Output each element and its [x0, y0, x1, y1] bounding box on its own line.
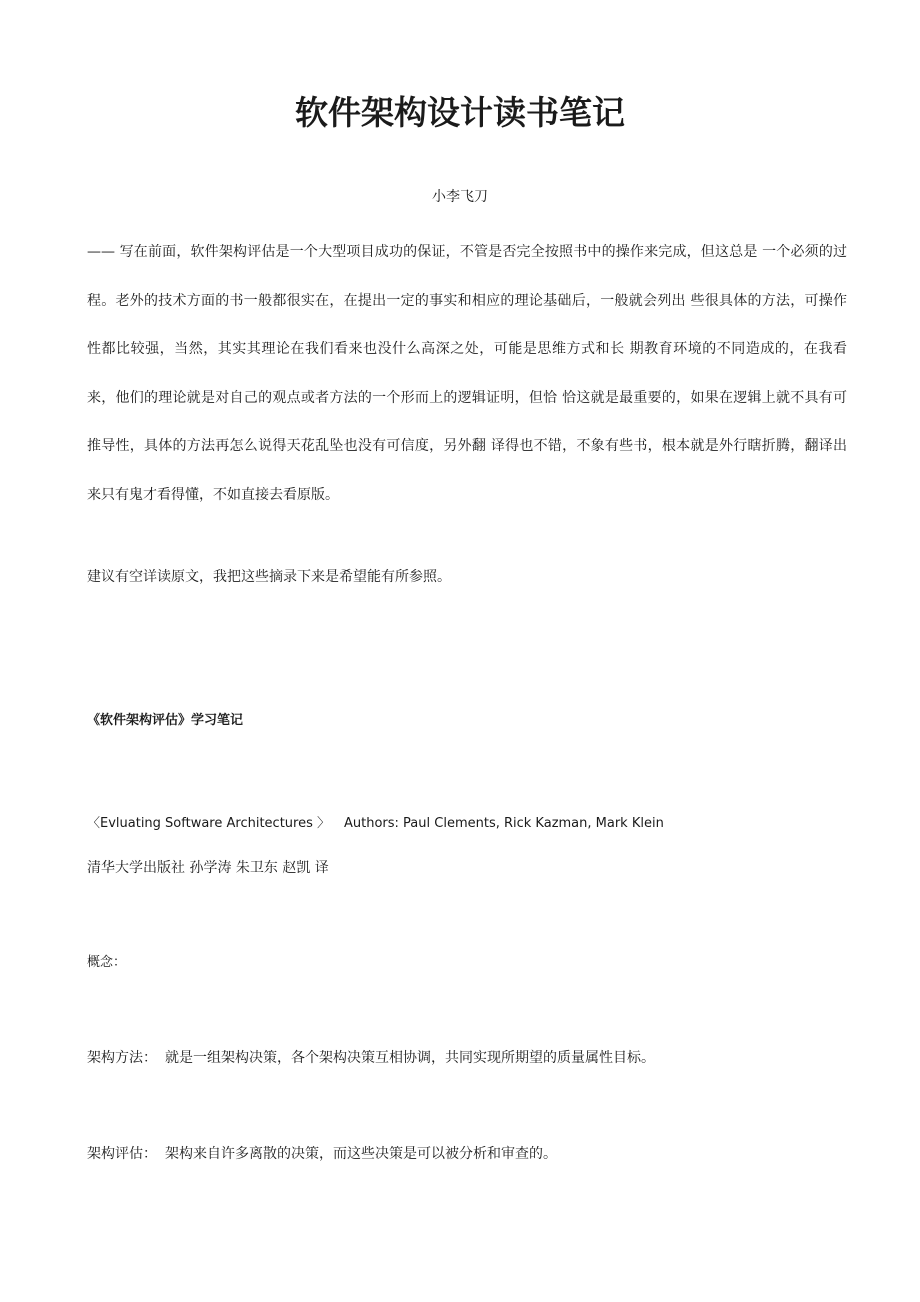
- definition-text: 架构来自许多离散的决策，而这些决策是可以被分析和审查的。: [165, 1146, 557, 1162]
- definition-text: 就是一组架构决策，各个架构决策互相协调，共同实现所期望的质量属性目标。: [165, 1050, 655, 1066]
- definition-item: [87, 1047, 655, 1069]
- definition-term: 架构评估：: [87, 1146, 157, 1162]
- book-title: 〈Evluating Software Architectures 〉: [87, 816, 330, 831]
- definition-term: 架构方法：: [87, 1050, 157, 1066]
- reading-note: 建议有空详读原文，我把这些摘录下来是希望能有所参照。: [87, 569, 451, 585]
- intro-paragraph: —— 写在前面，软件架构评估是一个大型项目成功的保证，不管是否完全按照书中的操作来完成，但这总是 一个必须的过程。老外的技术方面的书一般都很实在，在提出一定的事实和相应的理论基础后，一般就会列出 些很具体的方法，可操作性都比较强，当然，其实其理论在我们看来也没什么高深之处，可能是思维方式和长 期教育环境的不同造成的，在我看来，他们的理论就是对自己的观点或者方法的一个形而上的逻辑证明，但恰 恰这就是最重要的，如果在逻辑上就不具有可推导性，具体的方法再怎么说得天花乱坠也没有可信度，另外翻 译得也不错，不象有些书，根本就是外行瞎折腾，翻译出来只有鬼才看得懂，不如直接去看原版。: [87, 244, 847, 503]
- document-title: 软件架构设计读书笔记: [295, 93, 625, 132]
- book-reference: [87, 813, 664, 835]
- concept-heading: 概念：: [87, 955, 127, 970]
- author-name: 小李飞刀: [432, 189, 488, 205]
- book-notes-heading: 《软件架构评估》学习笔记: [87, 713, 244, 728]
- book-authors: Authors: Paul Clements, Rick Kazman, Mark Klein: [344, 816, 664, 831]
- definition-item: [87, 1143, 557, 1165]
- publisher-line: 清华大学出版社 孙学涛 朱卫东 赵凯 译: [87, 860, 329, 876]
